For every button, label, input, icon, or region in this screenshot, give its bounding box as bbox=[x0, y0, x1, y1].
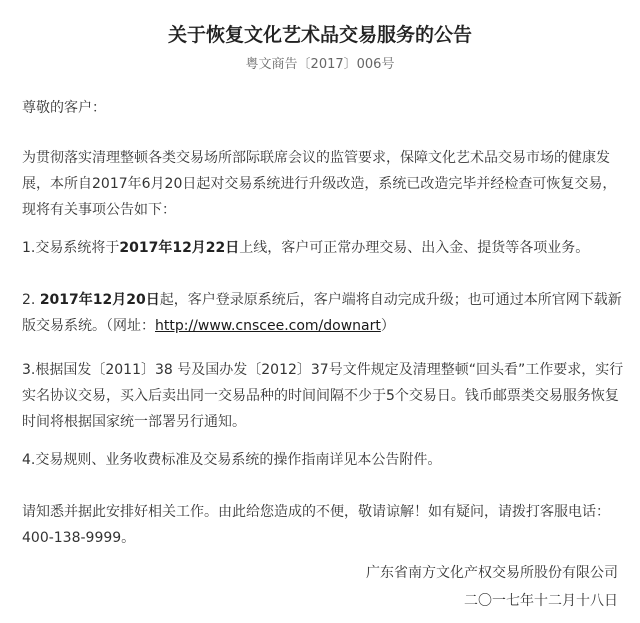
item-1-prefix: 1.交易系统将于 bbox=[22, 240, 120, 256]
intro-paragraph: 为贯彻落实清理整顿各类交易场所部际联席会议的监管要求，保障文化艺术品交易市场的健康发展，本所自2017年6月20日起对交易系统进行升级改造，系统已改造完毕并经检查可恢复交易，现将有关事项公告如下： bbox=[22, 150, 617, 218]
download-link[interactable]: http://www.cnscee.com/downart bbox=[155, 318, 381, 334]
signature: 广东省南方文化产权交易所股份有限公司 bbox=[366, 565, 618, 581]
item-1 bbox=[22, 235, 626, 261]
item-1-text: 上线，客户可正常办理交易、出入金、提货等各项业务。 bbox=[239, 240, 590, 256]
item-3: 3.根据国发〔2011〕38 号及国办发〔2012〕37号文件规定及清理整顿“回头看”工作要求，实行实名协议交易，买入后卖出同一交易品种的时间间隔不少于5个交易日。钱币邮票类交易服务恢复时间将根据国家统一部署另行通知。 bbox=[22, 362, 624, 430]
document-number: 粤文商告〔2017〕006号 bbox=[245, 57, 395, 72]
item-2 bbox=[22, 287, 626, 339]
announcement-title: 关于恢复文化艺术品交易服务的公告 bbox=[167, 24, 472, 46]
issue-date: 二〇一七年十二月十八日 bbox=[464, 593, 618, 609]
item-1-date: 2017年12月22日 bbox=[119, 240, 240, 256]
item-4: 4.交易规则、业务收费标准及交易系统的操作指南详见本公告附件。 bbox=[22, 452, 442, 468]
item-2-text: 起，客户登录原系统后，客户端将自动完成升级；也可通过本所官网下载新版交易系统。（网址： bbox=[22, 292, 622, 334]
closing-paragraph: 请知悉并据此安排好相关工作。由此给您造成的不便，敬请谅解！如有疑问，请拨打客服电话：400-138-9999。 bbox=[22, 504, 610, 546]
greeting: 尊敬的客户： bbox=[22, 100, 106, 116]
item-2-prefix: 2. bbox=[22, 292, 40, 308]
item-2-date: 2017年12月20日 bbox=[39, 292, 160, 308]
item-2-suffix: ） bbox=[380, 318, 395, 334]
